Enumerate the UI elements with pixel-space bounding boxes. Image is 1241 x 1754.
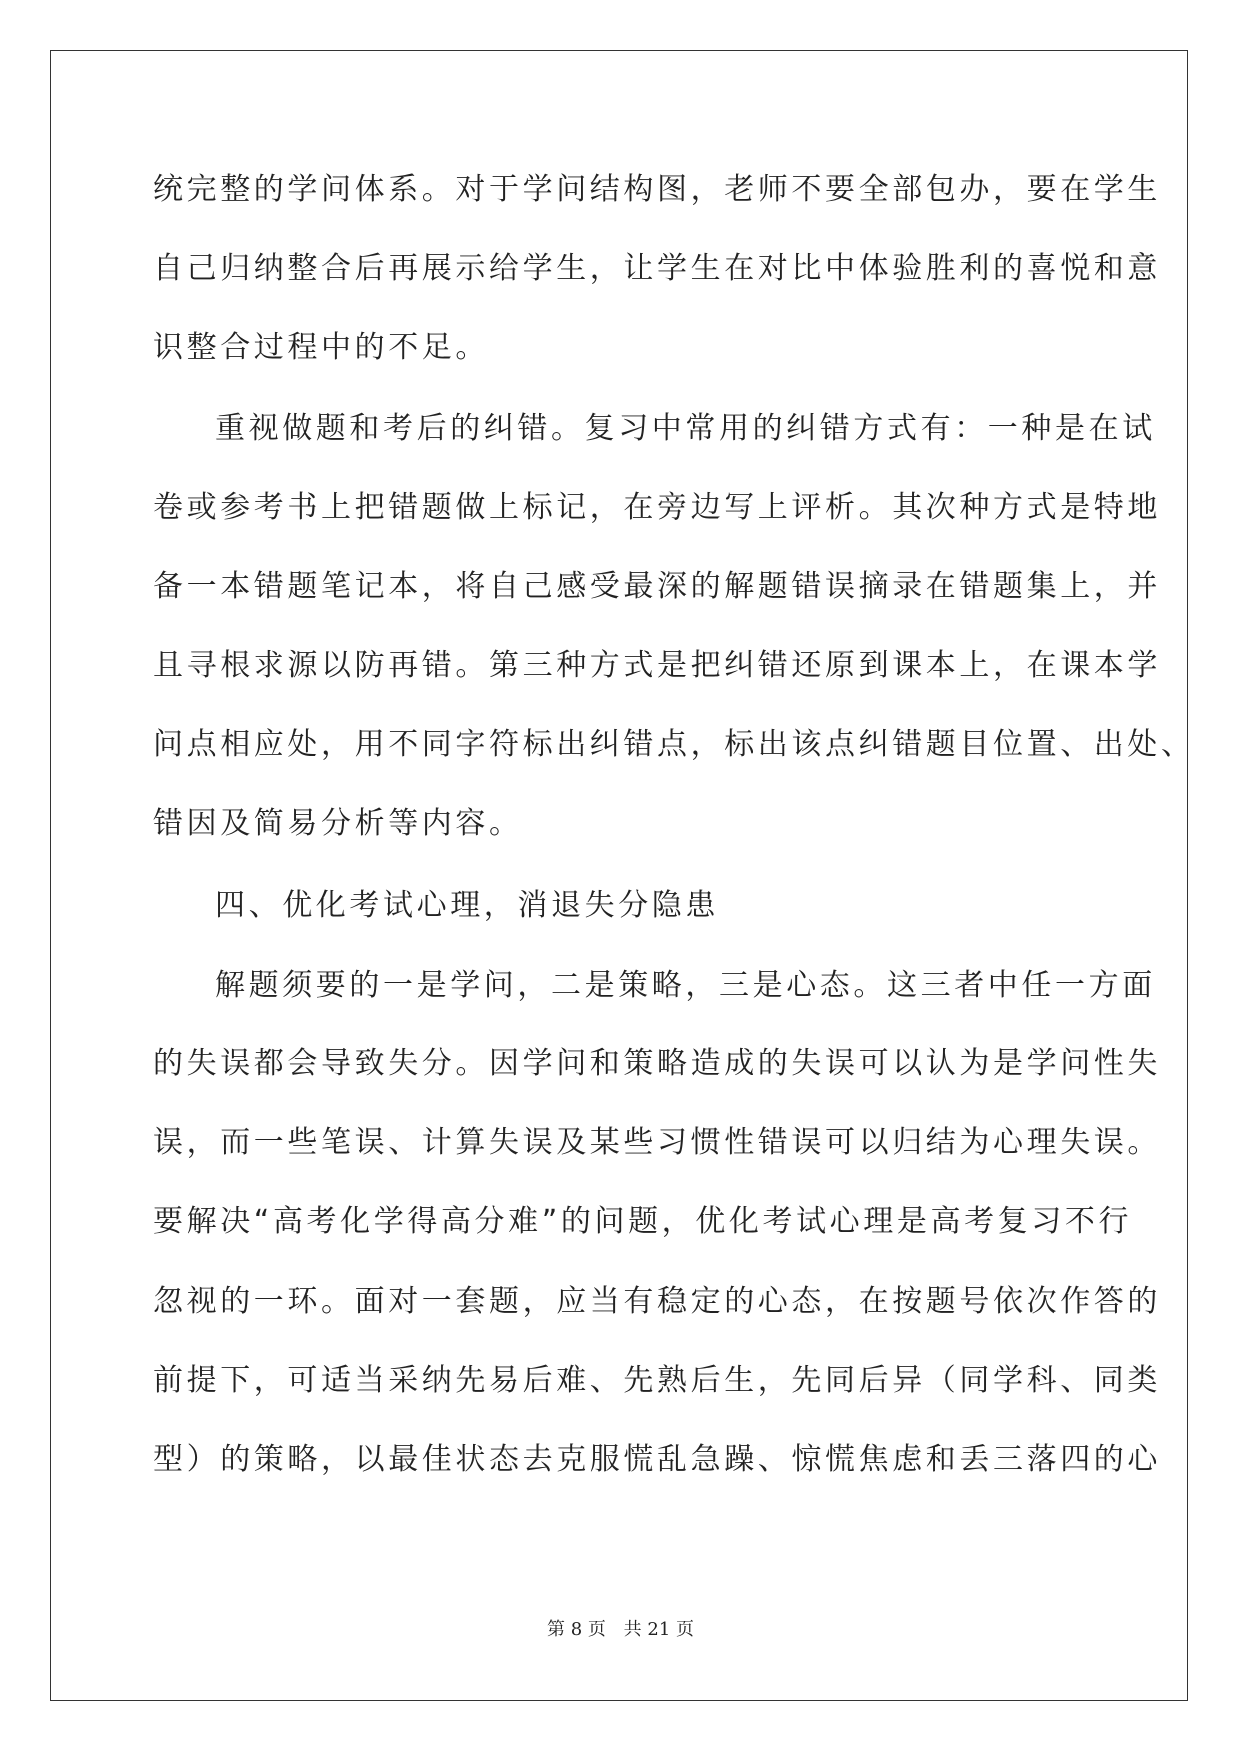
text-line: 型）的策略，以最佳状态去克服慌乱急躁、惊慌焦虑和丢三落四的心 [153,1442,1161,1477]
page-footer [0,1618,1241,1642]
text-line: 且寻根求源以防再错。第三种方式是把纠错还原到课本上，在课本学 [153,648,1161,683]
text-line: 错因及简易分析等内容。 [153,806,523,841]
section-heading: 四、优化考试心理，消退失分隐患 [215,888,719,923]
text-line: 备一本错题笔记本，将自己感受最深的解题错误摘录在错题集上，并 [153,569,1161,604]
text-line: 问点相应处，用不同字符标出纠错点，标出该点纠错题目位置、出处、 [153,727,1195,762]
text-line: 要解决“高考化学得高分难”的问题，优化考试心理是高考复习不行 [153,1204,1133,1239]
text-line: 解题须要的一是学问，二是策略，三是心态。这三者中任一方面 [215,968,1156,1003]
text-line: 卷或参考书上把错题做上标记，在旁边写上评析。其次种方式是特地 [153,490,1161,525]
page-number: 第 8 页 [547,1619,606,1640]
text-line: 识整合过程中的不足。 [153,330,489,365]
text-line: 统完整的学问体系。对于学问结构图，老师不要全部包办，要在学生 [153,172,1161,207]
text-line: 的失误都会导致失分。因学问和策略造成的失误可以认为是学问性失 [153,1046,1161,1081]
text-line: 忽视的一环。面对一套题，应当有稳定的心态，在按题号依次作答的 [153,1284,1161,1319]
text-line: 自己归纳整合后再展示给学生，让学生在对比中体验胜利的喜悦和意 [153,251,1161,286]
text-line: 误，而一些笔误、计算失误及某些习惯性错误可以归结为心理失误。 [153,1125,1161,1160]
text-line: 重视做题和考后的纠错。复习中常用的纠错方式有：一种是在试 [215,411,1156,446]
page-total: 共 21 页 [623,1619,694,1640]
text-line: 前提下，可适当采纳先易后难、先熟后生，先同后异（同学科、同类 [153,1363,1161,1398]
